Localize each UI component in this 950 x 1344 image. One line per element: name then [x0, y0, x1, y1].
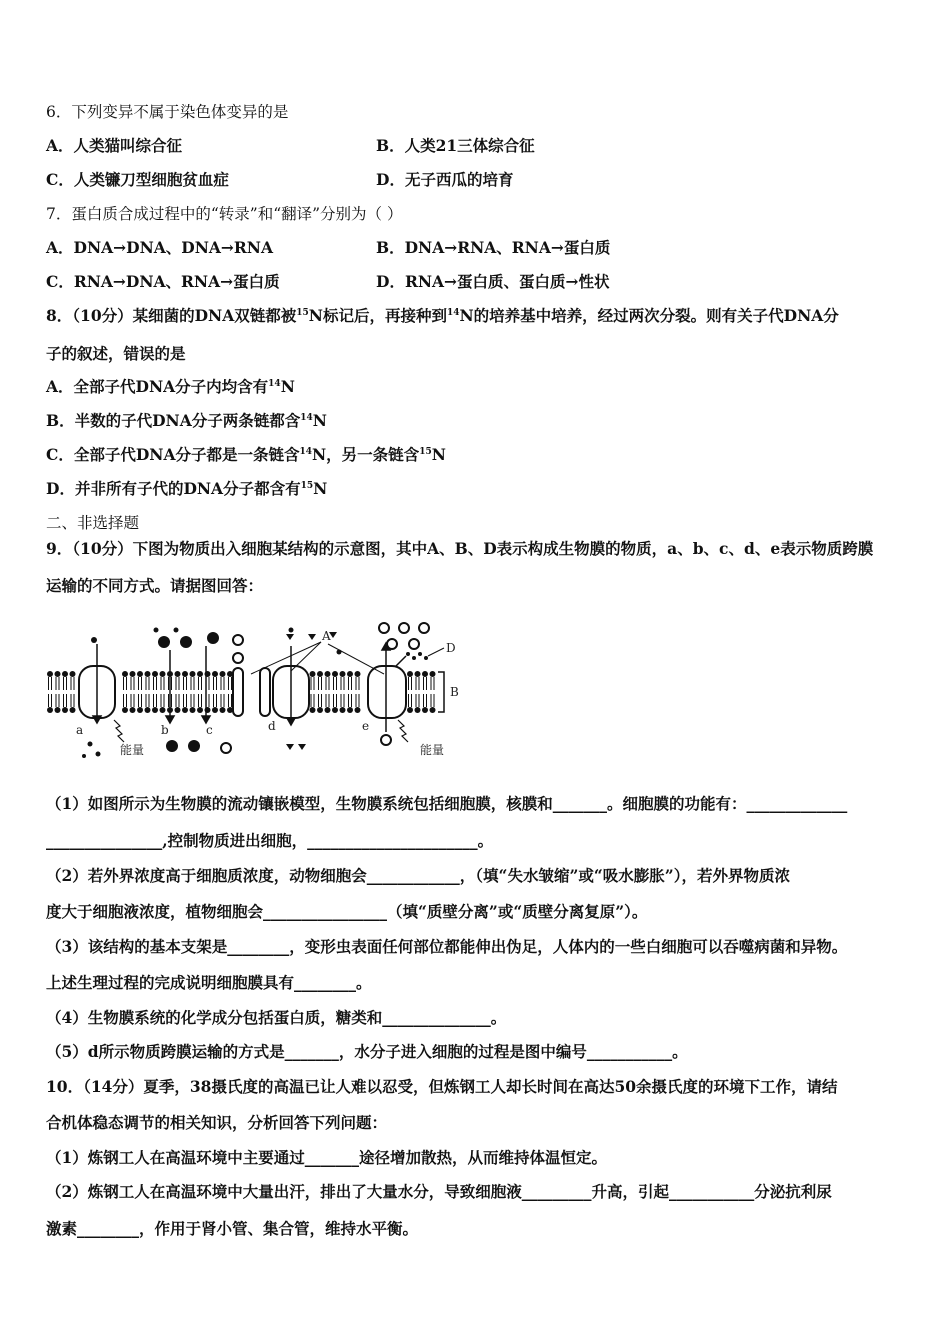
- lipid-tail: [431, 694, 434, 707]
- lipid-head: [122, 707, 128, 713]
- lipid-head: [145, 707, 151, 713]
- lipid-tail: [221, 694, 224, 707]
- q10-part2-line2: 激素________，作用于肾小管、集合管，维持水平衡。: [46, 1219, 419, 1238]
- lipid-head: [182, 707, 188, 713]
- lipid-tail: [191, 694, 194, 707]
- lipid-head: [47, 671, 53, 677]
- label-a-pointers: [251, 642, 384, 674]
- q9-part3-line2: 上述生理过程的完成说明细胞膜具有________。: [46, 973, 372, 992]
- q9-stem-line1: 9．（10分）下图为物质出入细胞某结构的示意图，其中A、B、D表示构成生物膜的物质，a、b、c、d、e表示物质跨膜: [46, 539, 874, 558]
- label-A: A: [322, 629, 331, 643]
- q6-option-a: A．人类猫叫综合征: [46, 136, 183, 155]
- lipid-head: [332, 671, 338, 677]
- q8-stem-line1: 8．（10分）某细菌的DNA双链都被$^{15}$N标记后，再接种到$^{14}$N的培养基中培养，经过两次分裂。则有关子代DNA分: [46, 306, 839, 325]
- q8-option-d: D．并非所有子代的DNA分子都含有$^{15}$N: [46, 479, 328, 498]
- q8-option-a: A．全部子代DNA分子内均含有$^{14}$N: [46, 377, 295, 396]
- lipid-head: [347, 707, 353, 713]
- lipid-tail: [131, 694, 134, 707]
- lipid-tail: [326, 694, 329, 707]
- energy-label-1: 能量: [120, 743, 145, 757]
- q6-stem: 6．下列变异不属于染色体变异的是: [46, 103, 289, 121]
- lipid-head: [137, 707, 143, 713]
- lipid-head: [212, 707, 218, 713]
- lipid-tail: [56, 694, 59, 707]
- lipid-tail: [161, 694, 164, 707]
- q10-stem-line2: 合机体稳态调节的相关知识，分析回答下列问题：: [46, 1113, 388, 1132]
- q6-option-c: C．人类镰刀型细胞贫血症: [46, 170, 229, 189]
- lipid-tail: [424, 677, 427, 690]
- energy-label-2: 能量: [420, 743, 445, 757]
- lipid-tail: [49, 677, 52, 690]
- lipid-tail: [326, 677, 329, 690]
- q10-part1: （1）炼钢工人在高温环境中主要通过_______途径增加散热，从而维持体温恒定。: [46, 1148, 608, 1167]
- q9-part4: （4）生物膜系统的化学成分包括蛋白质，糖类和______________。: [46, 1008, 507, 1027]
- lipid-tail: [199, 694, 202, 707]
- lipid-head: [175, 671, 181, 677]
- lipid-tail: [184, 677, 187, 690]
- lipid-tail: [139, 694, 142, 707]
- glycoprotein-d: [396, 648, 444, 666]
- lipid-head: [347, 671, 353, 677]
- lipid-tail: [176, 677, 179, 690]
- lipid-tail: [431, 677, 434, 690]
- lipid-head: [317, 707, 323, 713]
- lipid-tail: [199, 677, 202, 690]
- lipid-head: [407, 671, 413, 677]
- lipid-tail: [349, 694, 352, 707]
- lipid-tail: [184, 694, 187, 707]
- q7-option-b: B．DNA→RNA、RNA→蛋白质: [376, 238, 611, 257]
- lipid-tail: [229, 677, 232, 690]
- q7-option-a: A．DNA→DNA、DNA→RNA: [46, 238, 273, 257]
- q8-stem-line2: 子的叙述，错误的是: [46, 344, 186, 363]
- q7-stem: 7．蛋白质合成过程中的“转录”和“翻译”分别为（ ）: [46, 205, 403, 223]
- q7-option-c: C．RNA→DNA、RNA→蛋白质: [46, 272, 280, 291]
- lipid-tail: [416, 677, 419, 690]
- lipid-head: [160, 671, 166, 677]
- lipid-head: [145, 671, 151, 677]
- q9-part1-line2: _______________,控制物质进出细胞，______________________。: [46, 831, 494, 850]
- lipid-head: [70, 707, 76, 713]
- lipid-tail: [311, 677, 314, 690]
- lipid-tail: [356, 677, 359, 690]
- q8-option-c: C．全部子代DNA分子都是一条链含$^{14}$N，另一条链含$^{15}$N: [46, 445, 446, 464]
- lipid-head: [325, 707, 331, 713]
- lipid-head: [160, 707, 166, 713]
- lipid-tail: [221, 677, 224, 690]
- lipid-head: [62, 671, 68, 677]
- q9-stem-line2: 运输的不同方式。请据图回答：: [46, 576, 264, 595]
- label-D: D: [446, 641, 456, 655]
- lipid-tail: [154, 677, 157, 690]
- lipid-tail: [71, 694, 74, 707]
- bracket-b: [438, 672, 444, 712]
- lipid-head: [325, 671, 331, 677]
- lipid-head: [220, 671, 226, 677]
- section-heading: 二、非选择题: [46, 514, 140, 532]
- lipid-tail: [154, 694, 157, 707]
- lipid-tail: [311, 694, 314, 707]
- lipid-tail: [334, 694, 337, 707]
- lipid-head: [430, 671, 436, 677]
- lipid-tail: [131, 677, 134, 690]
- lipid-tail: [409, 694, 412, 707]
- lipid-tail: [139, 677, 142, 690]
- lipid-head: [415, 671, 421, 677]
- lipid-tail: [64, 694, 67, 707]
- lipid-head: [332, 707, 338, 713]
- lipid-tail: [334, 677, 337, 690]
- label-e: e: [362, 719, 370, 733]
- q9-part2-line2: 度大于细胞液浓度，植物细胞会________________（填“质壁分离”或“质壁分离复原”）。: [46, 902, 648, 921]
- q9-part5: （5）d所示物质跨膜运输的方式是_______，水分子进入细胞的过程是图中编号___________。: [46, 1042, 688, 1061]
- lipid-head: [137, 671, 143, 677]
- lipid-head: [190, 671, 196, 677]
- lipid-head: [430, 707, 436, 713]
- molecules-top: [91, 628, 342, 655]
- q8-option-b: B．半数的子代DNA分子两条链都含$^{14}$N: [46, 411, 327, 430]
- lipid-head: [355, 707, 361, 713]
- lipid-tail: [416, 694, 419, 707]
- lipid-head: [212, 671, 218, 677]
- lipid-head: [355, 671, 361, 677]
- lipid-head: [182, 671, 188, 677]
- lipid-head: [415, 707, 421, 713]
- lipid-head: [422, 671, 428, 677]
- lipid-head: [175, 707, 181, 713]
- lipid-head: [422, 707, 428, 713]
- q6-option-d: D．无子西瓜的培育: [376, 170, 514, 189]
- lipid-head: [152, 707, 158, 713]
- q9-part2-line1: （2）若外界浓度高于细胞质浓度，动物细胞会____________，（填“失水皱缩”或“吸水膨胀”），若外界物质浓: [46, 866, 790, 885]
- protein-edge-left: [233, 668, 243, 716]
- lipid-tail: [146, 694, 149, 707]
- lipid-tail: [124, 694, 127, 707]
- q7-option-d: D．RNA→蛋白质、蛋白质→性状: [376, 272, 610, 291]
- lipid-head: [47, 707, 53, 713]
- lipid-tail: [214, 694, 217, 707]
- lipid-tail: [341, 694, 344, 707]
- lipid-tail: [341, 677, 344, 690]
- lipid-head: [340, 707, 346, 713]
- lipid-head: [197, 671, 203, 677]
- lipid-head: [317, 671, 323, 677]
- q10-part2-line1: （2）炼钢工人在高温环境中大量出汗，排出了大量水分，导致细胞液_________升高，引起___________分泌抗利尿: [46, 1182, 832, 1201]
- lipid-tail: [319, 677, 322, 690]
- lipid-tail: [176, 694, 179, 707]
- lipid-head: [220, 707, 226, 713]
- q9-part3-line1: （3）该结构的基本支架是________，变形虫表面任何部位都能伸出伪足，人体内的一些白细胞可以吞噬病菌和异物。: [46, 937, 848, 956]
- membrane-diagram: [46, 616, 476, 762]
- lipid-head: [310, 671, 316, 677]
- q6-option-b: B．人类21三体综合征: [376, 136, 535, 155]
- lipid-tail: [191, 677, 194, 690]
- lipid-head: [152, 671, 158, 677]
- lipid-tail: [146, 677, 149, 690]
- lipid-head: [340, 671, 346, 677]
- protein-edge-right: [260, 668, 270, 716]
- label-d: d: [268, 719, 276, 733]
- lipid-tail: [214, 677, 217, 690]
- lipid-tail: [64, 677, 67, 690]
- molecules-bottom: [82, 740, 306, 758]
- lipid-head: [122, 671, 128, 677]
- lipid-head: [310, 707, 316, 713]
- lipid-tail: [424, 694, 427, 707]
- lipid-head: [130, 707, 136, 713]
- lipid-tail: [349, 677, 352, 690]
- q10-stem-line1: 10．（14分）夏季，38摄氏度的高温已让人难以忍受，但炼钢工人却长时间在高达50余摄氏度的环境下工作，请结: [46, 1077, 838, 1096]
- lipid-tail: [56, 677, 59, 690]
- lipid-head: [190, 707, 196, 713]
- lipid-head: [70, 671, 76, 677]
- lipid-head: [55, 671, 61, 677]
- lipid-head: [62, 707, 68, 713]
- channel-protein-e: [368, 666, 406, 718]
- molecules-top-open: [233, 623, 429, 663]
- lipid-head: [197, 707, 203, 713]
- lipid-tail: [356, 694, 359, 707]
- label-b: b: [161, 723, 169, 737]
- label-a: a: [76, 723, 84, 737]
- q9-part1-line1: （1）如图所示为生物膜的流动镶嵌模型，生物膜系统包括细胞膜，核膜和_______。细胞膜的功能有：_____________: [46, 794, 848, 813]
- lipid-tail: [409, 677, 412, 690]
- lipid-head: [55, 707, 61, 713]
- lipid-tail: [229, 694, 232, 707]
- label-c-text: c: [206, 723, 213, 737]
- lipid-tail: [161, 677, 164, 690]
- lipid-tail: [71, 677, 74, 690]
- lipid-tail: [319, 694, 322, 707]
- label-B: B: [450, 685, 459, 699]
- lipid-head: [407, 707, 413, 713]
- lipid-tail: [49, 694, 52, 707]
- lipid-tail: [124, 677, 127, 690]
- lipid-head: [130, 671, 136, 677]
